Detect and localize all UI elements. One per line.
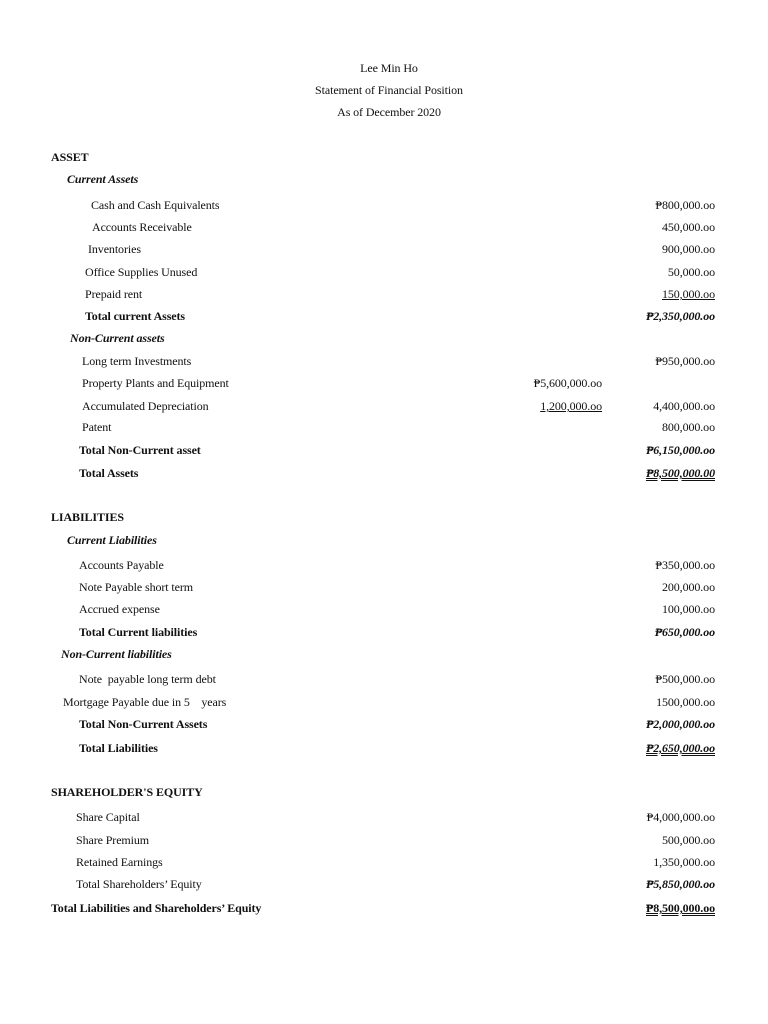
- asset-heading: ASSET: [51, 150, 89, 164]
- equity-item-value: ₱4,000,000.oo: [646, 810, 715, 824]
- patent-value: 800,000.oo: [661, 420, 715, 434]
- patent-label: Patent: [82, 420, 112, 434]
- equity-item-label: Share Premium: [76, 833, 150, 847]
- total-liabilities-label: Total Liabilities: [79, 741, 158, 755]
- current-asset-label: Prepaid rent: [85, 287, 143, 301]
- total-current-assets-value: ₱2,350,000.oo: [645, 309, 715, 323]
- current-liability-label: Accrued expense: [79, 602, 160, 616]
- net-ppe-value: 4,400,000.oo: [653, 399, 715, 413]
- current-liability-value: ₱350,000.oo: [655, 558, 715, 572]
- current-asset-label: Inventories: [88, 242, 141, 256]
- equity-item-value: 1,350,000.oo: [653, 855, 715, 869]
- company-name: Lee Min Ho: [360, 61, 418, 75]
- accumulated-depreciation-value: 1,200,000.oo: [540, 399, 602, 413]
- statement-date: As of December 2020: [337, 105, 441, 119]
- accumulated-depreciation-label: Accumulated Depreciation: [82, 399, 209, 413]
- current-asset-value: 50,000.oo: [667, 265, 715, 279]
- total-current-assets-label: Total current Assets: [85, 309, 186, 323]
- total-noncurrent-assets-label: Total Non-Current asset: [79, 443, 201, 457]
- current-liability-label: Accounts Payable: [79, 558, 164, 572]
- current-liability-value: 100,000.oo: [661, 602, 715, 616]
- noncurrent-liability-label: Mortgage Payable due in 5 years: [63, 695, 227, 709]
- noncurrent-liability-label: Note payable long term debt: [79, 672, 216, 686]
- current-asset-label: Cash and Cash Equivalents: [91, 198, 220, 212]
- total-liabilities-value: ₱2,650,000.oo: [645, 741, 715, 755]
- total-assets-value: ₱8,500,000.00: [645, 466, 715, 480]
- total-noncurrent-liabilities-label: Total Non-Current Assets: [79, 717, 208, 731]
- total-noncurrent-assets-value: ₱6,150,000.oo: [645, 443, 715, 457]
- total-equity-label: Total Shareholders’ Equity: [76, 877, 202, 891]
- total-assets-label: Total Assets: [79, 466, 139, 480]
- long-term-investments-value: ₱950,000.oo: [655, 354, 715, 368]
- current-assets-heading: Current Assets: [67, 172, 139, 186]
- grand-total-label: Total Liabilities and Shareholders’ Equity: [51, 901, 262, 915]
- current-liability-value: 200,000.oo: [661, 580, 715, 594]
- equity-item-label: Retained Earnings: [76, 855, 163, 869]
- long-term-investments-label: Long term Investments: [82, 354, 192, 368]
- ppe-value: ₱5,600,000.oo: [533, 376, 602, 390]
- total-current-liabilities-label: Total Current liabilities: [79, 625, 198, 639]
- current-liability-label: Note Payable short term: [79, 580, 194, 594]
- ppe-label: Property Plants and Equipment: [82, 376, 229, 390]
- noncurrent-liability-value: ₱500,000.oo: [655, 672, 715, 686]
- equity-heading: SHAREHOLDER'S EQUITY: [51, 785, 203, 799]
- noncurrent-liability-value: 1500,000.oo: [656, 695, 715, 709]
- total-noncurrent-liabilities-value: ₱2,000,000.oo: [645, 717, 715, 731]
- current-asset-value: 150,000.oo: [661, 287, 715, 301]
- noncurrent-assets-heading: Non-Current assets: [70, 331, 165, 345]
- liabilities-heading: LIABILITIES: [51, 510, 124, 524]
- current-asset-label: Accounts Receivable: [92, 220, 192, 234]
- current-asset-value: ₱800,000.oo: [655, 198, 715, 212]
- current-liabilities-heading: Current Liabilities: [67, 533, 157, 547]
- current-asset-label: Office Supplies Unused: [85, 265, 198, 279]
- grand-total-value: ₱8,500,000.oo: [645, 901, 715, 915]
- equity-item-label: Share Capital: [76, 810, 140, 824]
- equity-item-value: 500,000.oo: [661, 833, 715, 847]
- total-current-liabilities-value: ₱650,000.oo: [654, 625, 715, 639]
- statement-title: Statement of Financial Position: [315, 83, 463, 97]
- current-asset-value: 900,000.oo: [661, 242, 715, 256]
- total-equity-value: ₱5,850,000.oo: [645, 877, 715, 891]
- current-asset-value: 450,000.oo: [661, 220, 715, 234]
- noncurrent-liabilities-heading: Non-Current liabilities: [61, 647, 172, 661]
